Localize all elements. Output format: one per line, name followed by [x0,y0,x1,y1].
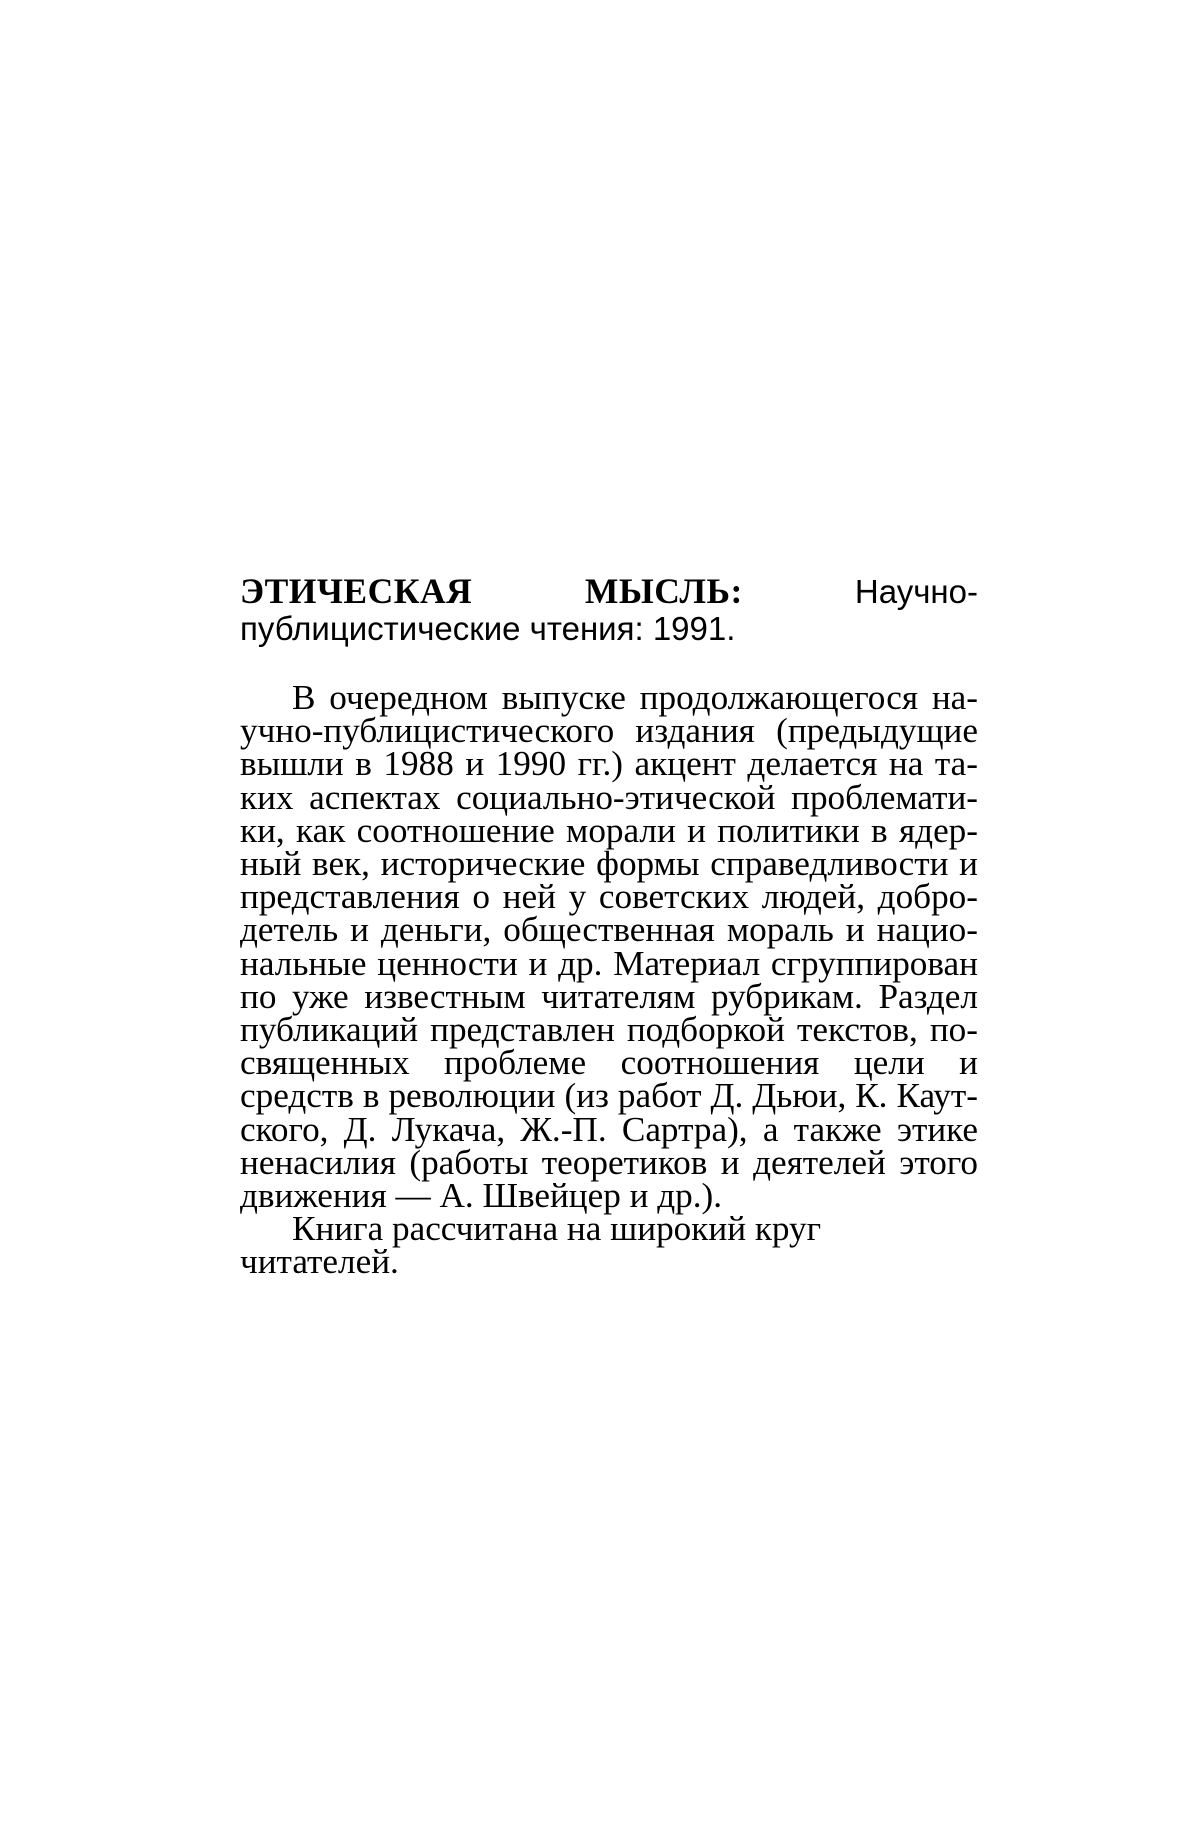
annotation-paragraph: В очередном выпуске продолжающегося научно-публицистического издания (предыдущие вышли в 1988 и 1990 гг.) акцент делается на таких аспектах социально-этической проблематики, как соотношение морали и политики в ядерный век, исторические формы справедливости и представления о ней у советских людей, добродетель и деньги, общественная мораль и национальные ценности и др. Материал сгруппирован по уже известным читателям рубрикам. Раздел публикаций представлен подборкой текстов, посвященных проблеме соотношения цели и средств в революции (из работ Д. Дьюи, К. Каутского, Д. Лукача, Ж.-П. Сартра), а также этике ненасилия (работы теоретиков и деятелей этого движения — А. Швейцер и др.). [240,678,978,1216]
text-block [240,571,978,1282]
audience-note: Книга рассчитана на широкий круг читателей. [240,1209,822,1282]
book-title-bold: ЭТИЧЕСКАЯ МЫСЛЬ: [240,571,743,611]
book-subtitle: Научно-публицистические чтения: 1991. [240,573,978,647]
book-title [240,573,978,647]
